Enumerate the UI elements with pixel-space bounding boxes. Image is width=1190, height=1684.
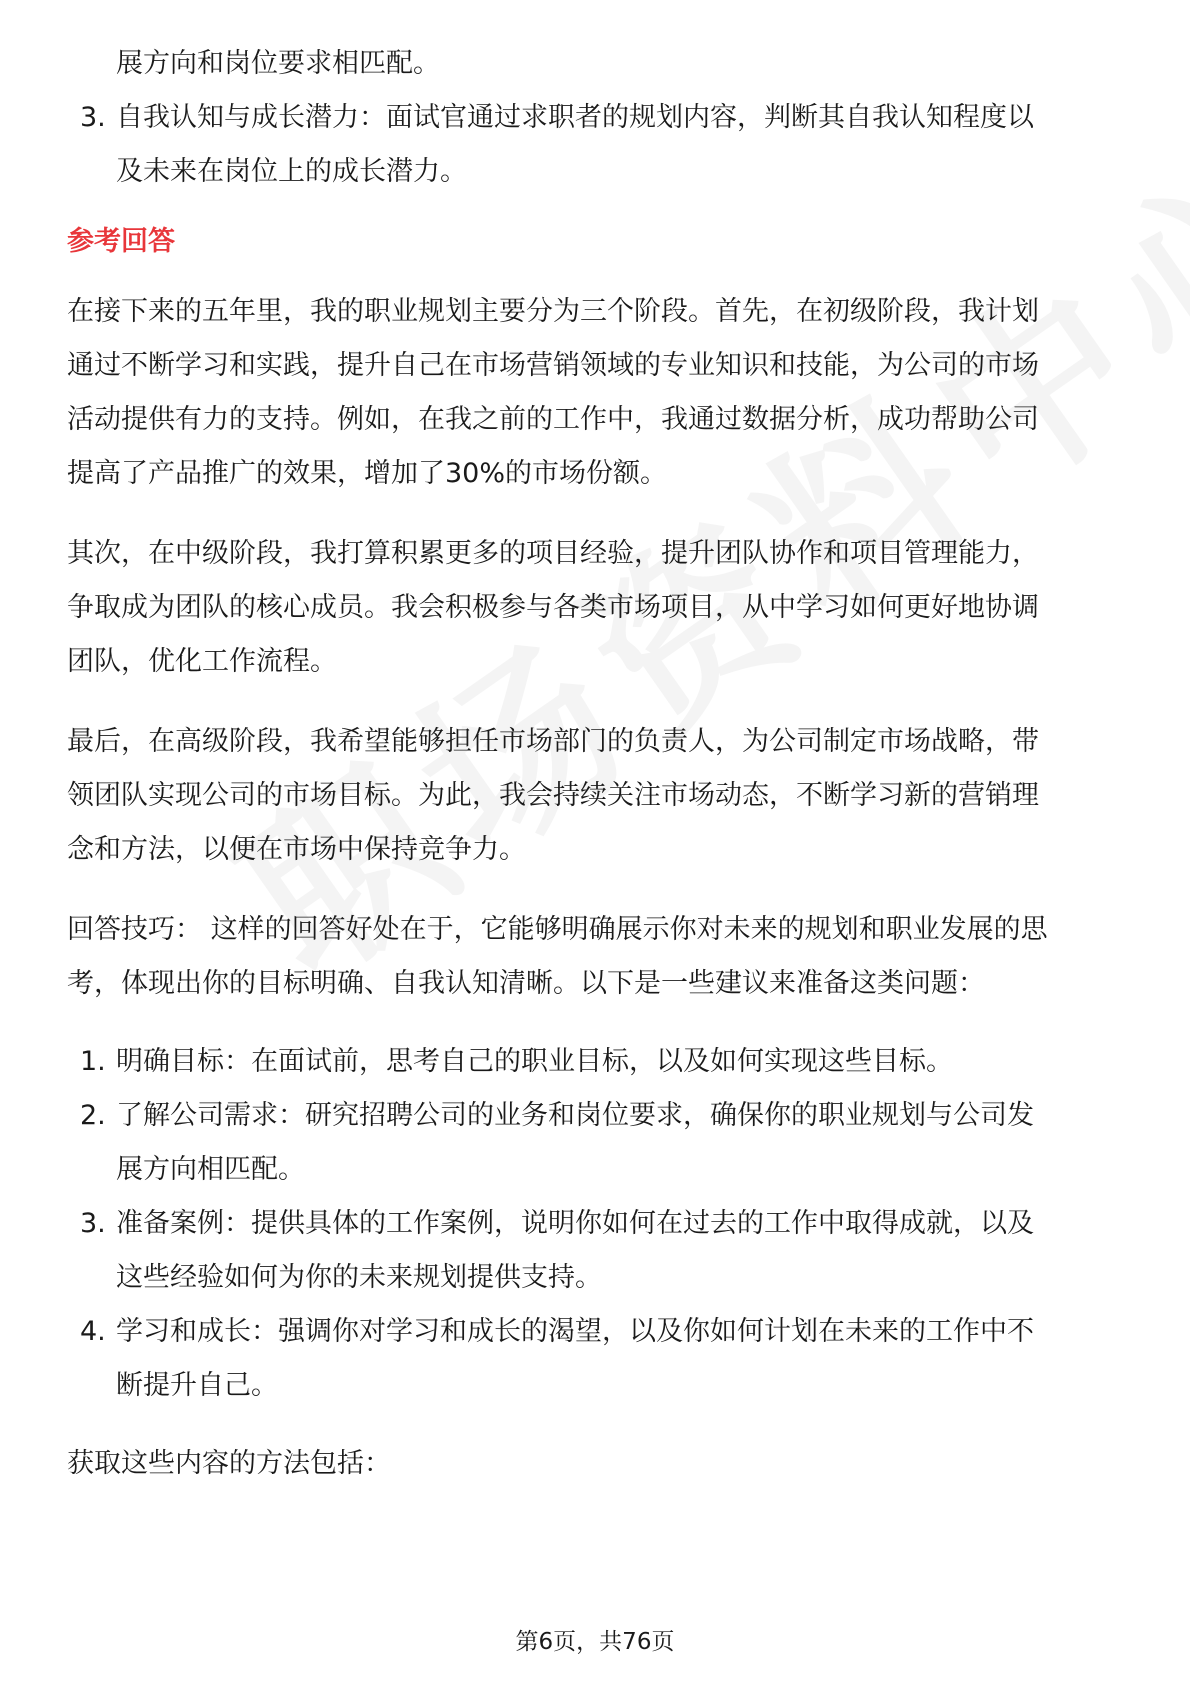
list-item-text: 断提升自己。 (116, 1370, 278, 1401)
list-number: 2. (80, 1100, 106, 1131)
paragraph-line: 考，体现出你的目标明确、自我认知清晰。以下是一些建议来准备这类问题： (67, 968, 985, 999)
paragraph-line: 在接下来的五年里，我的职业规划主要分为三个阶段。首先，在初级阶段，我计划 (67, 296, 1039, 327)
list-item-text: 自我认知与成长潜力：面试官通过求职者的规划内容，判断其自我认知程度以 (116, 102, 1034, 133)
list-item-text: 了解公司需求：研究招聘公司的业务和岗位要求，确保你的职业规划与公司发 (116, 1100, 1034, 1131)
paragraph-line: 回答技巧： 这样的回答好处在于，它能够明确展示你对未来的规划和职业发展的思 (67, 914, 1048, 945)
list-number: 1. (80, 1046, 106, 1077)
paragraph-line: 团队，优化工作流程。 (67, 646, 337, 677)
list-number: 4. (80, 1316, 106, 1347)
paragraph-line: 活动提供有力的支持。例如，在我之前的工作中，我通过数据分析，成功帮助公司 (67, 404, 1039, 435)
page-number: 第6页，共76页 (515, 1629, 675, 1655)
paragraph-line: 最后，在高级阶段，我希望能够担任市场部门的负责人，为公司制定市场战略，带 (67, 726, 1039, 757)
paragraph-line: 领团队实现公司的市场目标。为此，我会持续关注市场动态，不断学习新的营销理 (67, 780, 1039, 811)
list-item-text: 明确目标：在面试前，思考自己的职业目标，以及如何实现这些目标。 (116, 1046, 953, 1077)
list-number: 3. (80, 102, 106, 133)
paragraph-line: 提高了产品推广的效果，增加了30%的市场份额。 (67, 458, 668, 489)
paragraph-line: 争取成为团队的核心成员。我会积极参与各类市场项目，从中学习如何更好地协调 (67, 592, 1039, 623)
list-item-text: 这些经验如何为你的未来规划提供支持。 (116, 1262, 602, 1293)
list-item-text: 准备案例：提供具体的工作案例，说明你如何在过去的工作中取得成就，以及 (116, 1208, 1034, 1239)
paragraph-line: 通过不断学习和实践，提升自己在市场营销领域的专业知识和技能，为公司的市场 (67, 350, 1039, 381)
list-item-text: 展方向相匹配。 (116, 1154, 305, 1185)
list-item-continuation: 展方向和岗位要求相匹配。 (116, 48, 440, 79)
list-number: 3. (80, 1208, 106, 1239)
paragraph-line: 念和方法，以便在市场中保持竞争力。 (67, 834, 526, 865)
paragraph-line: 获取这些内容的方法包括： (67, 1448, 391, 1479)
paragraph-line: 其次，在中级阶段，我打算积累更多的项目经验，提升团队协作和项目管理能力， (67, 538, 1039, 569)
list-item-text: 及未来在岗位上的成长潜力。 (116, 156, 467, 187)
list-item-text: 学习和成长：强调你对学习和成长的渴望，以及你如何计划在未来的工作中不 (116, 1316, 1034, 1347)
section-heading: 参考回答 (67, 226, 175, 257)
